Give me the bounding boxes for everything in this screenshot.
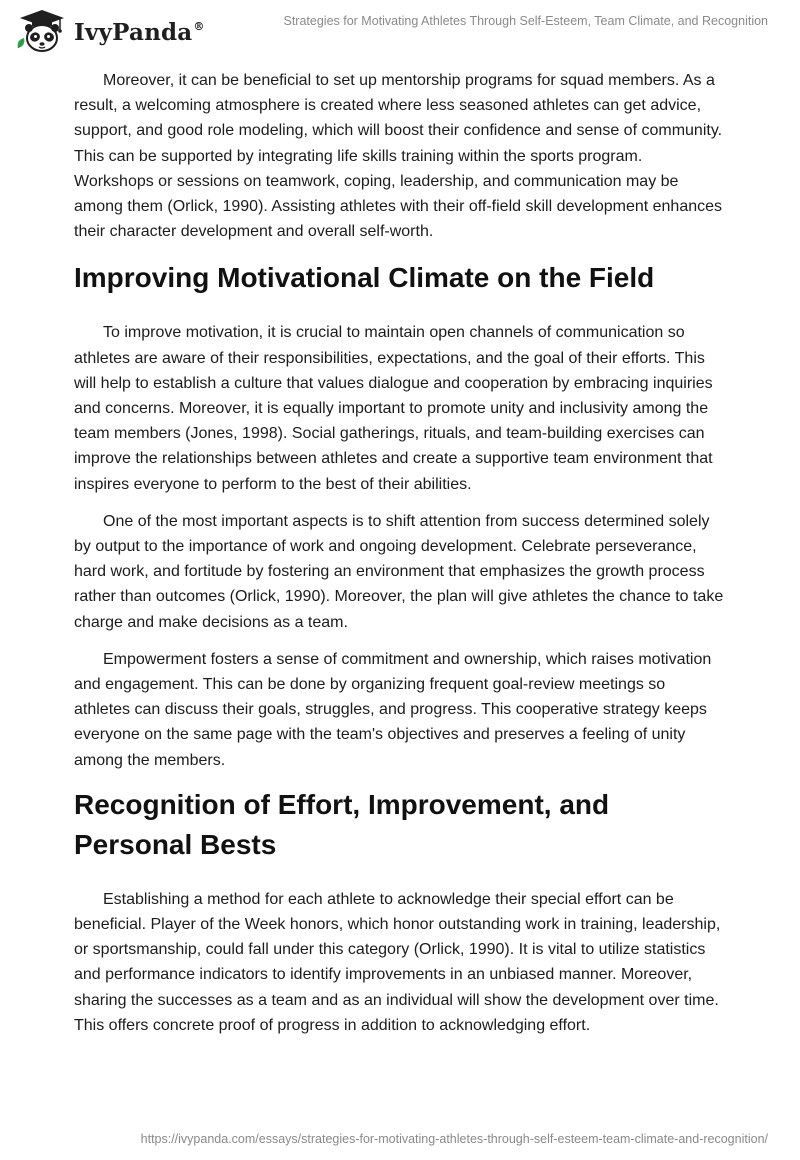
source-url-link[interactable]: https://ivypanda.com/essays/strategies-for-motivating-athletes-through-self-esteem-team-climate-and-recognition/ — [140, 1132, 768, 1146]
panda-graduate-icon — [14, 8, 68, 54]
section-heading-climate: Improving Motivational Climate on the Field — [74, 262, 655, 294]
intro-paragraph: Moreover, it can be beneficial to set up mentorship programs for squad members. As a result, a welcoming atmosphere is created where less seasoned athletes can get advice, support, and good role modeling, which will boost their confidence and sense of community. This can be supported by integrating life skills training within the sports program. Workshops or sessions on teamwork, coping, leadership, and communication may be among them (Orlick, 1990). Assisting athletes with their off-field skill development enhances their character development and overall self-worth. — [74, 72, 723, 241]
section-heading-recognition: Recognition of Effort, Improvement, and Personal Bests — [74, 788, 610, 860]
logo-text: IvyPanda — [74, 18, 193, 46]
climate-paragraph-2: One of the most important aspects is to shift attention from success determined solely by output to the importance of work and ongoing development. Celebrate perseverance, hard work, and fortitude by fostering an environment that emphasizes the growth process rather than outcomes (Orlick, 1990). Moreover, the plan will give athletes the chance to take charge and make decisions as a team. — [74, 512, 724, 631]
climate-paragraph-1: To improve motivation, it is crucial to maintain open channels of communication so athletes are aware of their responsibilities, expectations, and the goal of their efforts. This will help to establish a culture that values dialogue and cooperation by embracing inquiries and concerns. Moreover, it is equally important to promote unity and inclusivity among the team members (Jones, 1998). Social gatherings, rituals, and team-building exercises can improve the relationships between athletes and create a supportive team environment that inspires everyone to perform to the best of their abilities. — [74, 324, 713, 493]
running-title: Strategies for Motivating Athletes Through Self-Esteem, Team Climate, and Recognition — [283, 14, 768, 28]
logo-wordmark — [74, 19, 205, 46]
recognition-paragraph-1: Establishing a method for each athlete to acknowledge their special effort can be beneficial. Player of the Week honors, which honor outstanding work in training, leadership, or sportsmanship, could fall under this category (Orlick, 1990). It is vital to utilize statistics and performance indicators to identify improvements in an unbiased manner. Moreover, sharing the successes as a team and as an individual will show the development over time. This offers concrete proof of progress in addition to acknowledging effort. — [74, 890, 721, 1034]
page-header — [0, 0, 800, 62]
essay-content — [74, 68, 724, 1050]
climate-paragraph-3: Empowerment fosters a sense of commitment and ownership, which raises motivation and engagement. This can be done by organizing frequent goal-review meetings so athletes can discuss their goals, struggles, and progress. This cooperative strategy keeps everyone on the same page with the team's objectives and preserves a feeling of unity among the members. — [74, 650, 712, 769]
registered-mark: ® — [193, 19, 205, 33]
ivypanda-logo[interactable] — [14, 8, 205, 54]
